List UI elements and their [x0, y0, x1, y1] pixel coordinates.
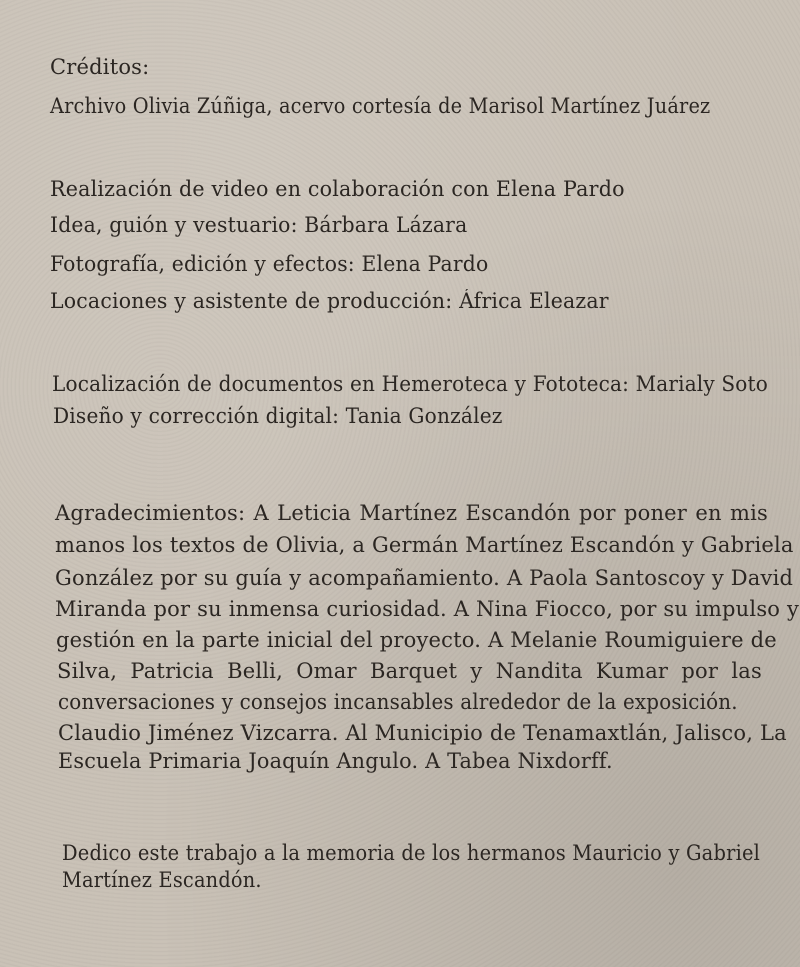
- credits-heading: Créditos:: [50, 55, 150, 79]
- acknowledgements-line: conversaciones y consejos incansables alrededor de la exposición.: [58, 690, 738, 714]
- production-line: Realización de video en colaboración con Elena Pardo: [50, 177, 625, 201]
- acknowledgements-line: Miranda por su inmensa curiosidad. A Nina Fiocco, por su impulso y: [55, 597, 800, 621]
- acknowledgements-line: manos los textos de Olivia, a Germán Martínez Escandón y Gabriela: [55, 533, 794, 557]
- acknowledgements-line: Silva, Patricia Belli, Omar Barquet y Nandita Kumar por las: [57, 659, 762, 683]
- acknowledgements-line: gestión en la parte inicial del proyecto. A Melanie Roumiguiere de: [56, 628, 777, 652]
- acknowledgements-line: Agradecimientos: A Leticia Martínez Escandón por poner en mis: [55, 501, 768, 525]
- production-line: Fotografía, edición y efectos: Elena Pardo: [50, 252, 489, 276]
- production-line: Idea, guión y vestuario: Bárbara Lázara: [50, 213, 468, 237]
- documents-line: Diseño y corrección digital: Tania González: [53, 404, 503, 428]
- acknowledgements-line: González por su guía y acompañamiento. A Paola Santoscoy y David: [55, 566, 794, 590]
- credits-archive: Archivo Olivia Zúñiga, acervo cortesía de Marisol Martínez Juárez: [50, 94, 711, 118]
- acknowledgements-line: Claudio Jiménez Vizcarra. Al Municipio de Tenamaxtlán, Jalisco, La: [58, 721, 787, 745]
- production-line: Locaciones y asistente de producción: África Eleazar: [50, 289, 609, 313]
- dedication-line: Dedico este trabajo a la memoria de los hermanos Mauricio y Gabriel: [62, 841, 761, 865]
- dedication-line: Martínez Escandón.: [62, 868, 262, 892]
- documents-line: Localización de documentos en Hemeroteca y Fototeca: Marialy Soto: [52, 372, 768, 396]
- acknowledgements-line: Escuela Primaria Joaquín Angulo. A Tabea Nixdorff.: [58, 749, 613, 773]
